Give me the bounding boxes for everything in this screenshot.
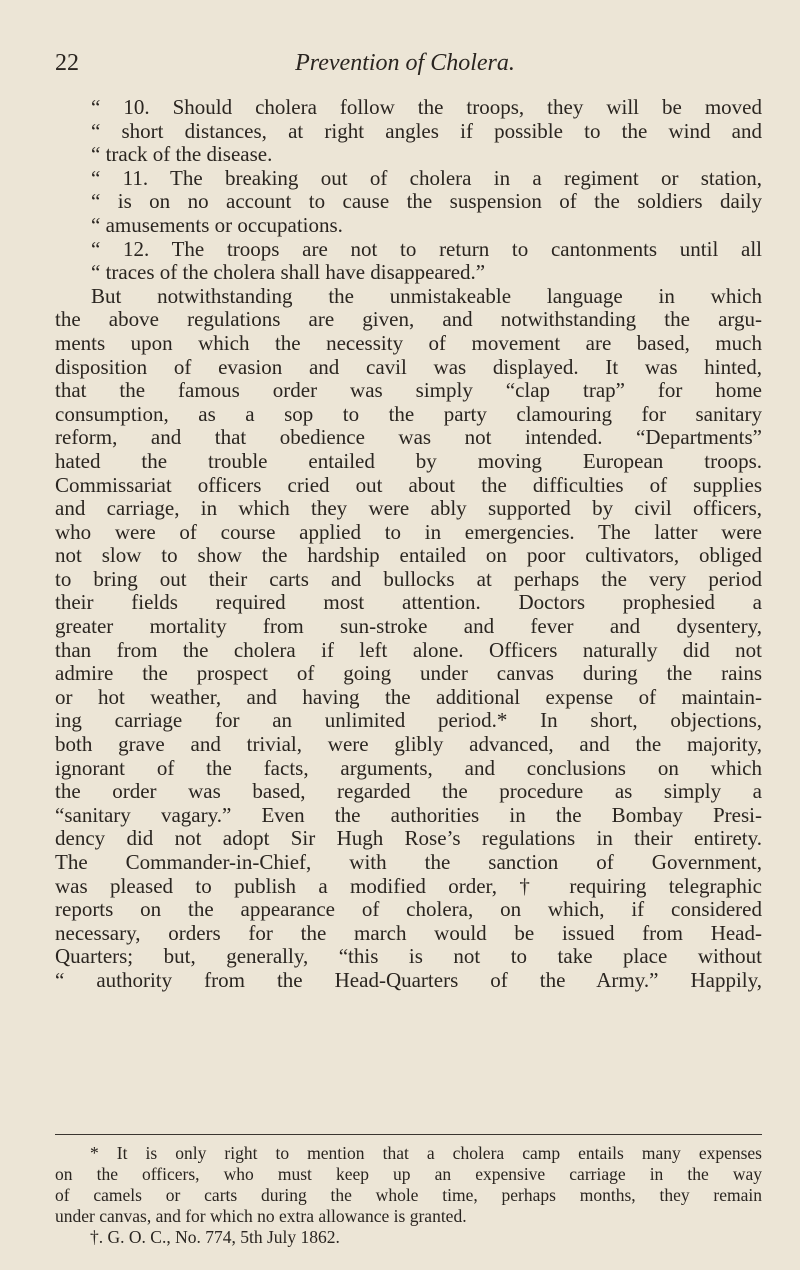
footnote-line: of camels or carts during the whole time, perhaps months, they remain xyxy=(55,1185,762,1205)
footnote-line: †. G. O. C., No. 774, 5th July 1862. xyxy=(90,1227,340,1247)
text-line: both grave and trivial, were glibly advanced, and the majority, xyxy=(55,732,762,757)
text-line: dency did not adopt Sir Hugh Rose’s regulations in their entirety. xyxy=(55,826,762,851)
page-number: 22 xyxy=(55,50,79,76)
text-line: ignorant of the facts, arguments, and conclusions on which xyxy=(55,755,762,780)
footnote-line: * It is only right to mention that a cholera camp entails many expenses xyxy=(90,1143,762,1163)
footnote-line: under canvas, and for which no extra allowance is granted. xyxy=(55,1206,467,1226)
text-line: “ 12. The troops are not to return to cantonments until all xyxy=(91,236,762,261)
text-line: Quarters; but, generally, “this is not to take place without xyxy=(55,944,762,969)
text-line: greater mortality from sun-stroke and fever and dysentery, xyxy=(55,614,762,639)
text-line: “ 10. Should cholera follow the troops, they will be moved xyxy=(91,95,762,119)
text-line: to bring out their carts and bullocks at perhaps the very period xyxy=(55,566,762,591)
text-line: “ traces of the cholera shall have disappeared.” xyxy=(91,260,486,285)
text-line: ments upon which the necessity of movement are based, much xyxy=(55,330,762,355)
footnote-line: on the officers, who must keep up an expensive carriage in the way xyxy=(55,1164,762,1184)
footnotes xyxy=(55,1143,762,1248)
text-line: consumption, as a sop to the party clamouring for sanitary xyxy=(55,401,762,426)
text-line: Commissariat officers cried out about the difficulties of supplies xyxy=(55,472,762,497)
footnote-rule xyxy=(55,1134,762,1135)
text-line: hated the trouble entailed by moving European troops. xyxy=(55,448,762,473)
page-header xyxy=(55,50,755,84)
text-line: “ track of the disease. xyxy=(91,142,273,167)
text-line: disposition of evasion and cavil was displayed. It was hinted, xyxy=(55,354,762,379)
text-line: or hot weather, and having the additional expense of maintain- xyxy=(55,684,762,709)
text-line: “ authority from the Head-Quarters of the Army.” Happily, xyxy=(55,967,762,992)
text-line: The Commander-in-Chief, with the sanction of Government, xyxy=(55,850,762,874)
text-line: ing carriage for an unlimited period.* In short, objections, xyxy=(55,708,762,733)
text-line: not slow to show the hardship entailed on poor cultivators, obliged xyxy=(55,543,762,568)
text-line: “sanitary vagary.” Even the authorities in the Bombay Presi- xyxy=(55,802,762,827)
text-line: reform, and that obedience was not intended. “Departments” xyxy=(55,425,762,450)
text-line: necessary, orders for the march would be issued from Head- xyxy=(55,920,762,945)
running-title: Prevention of Cholera. xyxy=(295,50,515,76)
text-line: “ amusements or occupations. xyxy=(91,212,343,237)
text-line: But notwithstanding the unmistakeable language in which xyxy=(91,283,762,308)
text-line: “ 11. The breaking out of cholera in a regiment or station, xyxy=(91,165,762,190)
body-text xyxy=(55,96,762,993)
text-line: the order was based, regarded the procedure as simply a xyxy=(55,779,762,804)
text-line: who were of course applied to in emergencies. The latter were xyxy=(55,519,762,544)
text-line: that the famous order was simply “clap trap” for home xyxy=(55,378,762,403)
text-line: the above regulations are given, and notwithstanding the argu- xyxy=(55,307,762,332)
text-line: was pleased to publish a modified order, † requiring telegraphic xyxy=(55,873,762,898)
text-line: than from the cholera if left alone. Officers naturally did not xyxy=(55,637,762,662)
text-line: “ is on no account to cause the suspension of the soldiers daily xyxy=(91,189,762,214)
text-line: “ short distances, at right angles if possible to the wind and xyxy=(91,118,762,143)
text-line: admire the prospect of going under canvas during the rains xyxy=(55,661,762,686)
text-line: reports on the appearance of cholera, on which, if considered xyxy=(55,897,762,922)
text-line: and carriage, in which they were ably supported by civil officers, xyxy=(55,496,762,521)
text-line: their fields required most attention. Doctors prophesied a xyxy=(55,590,762,615)
